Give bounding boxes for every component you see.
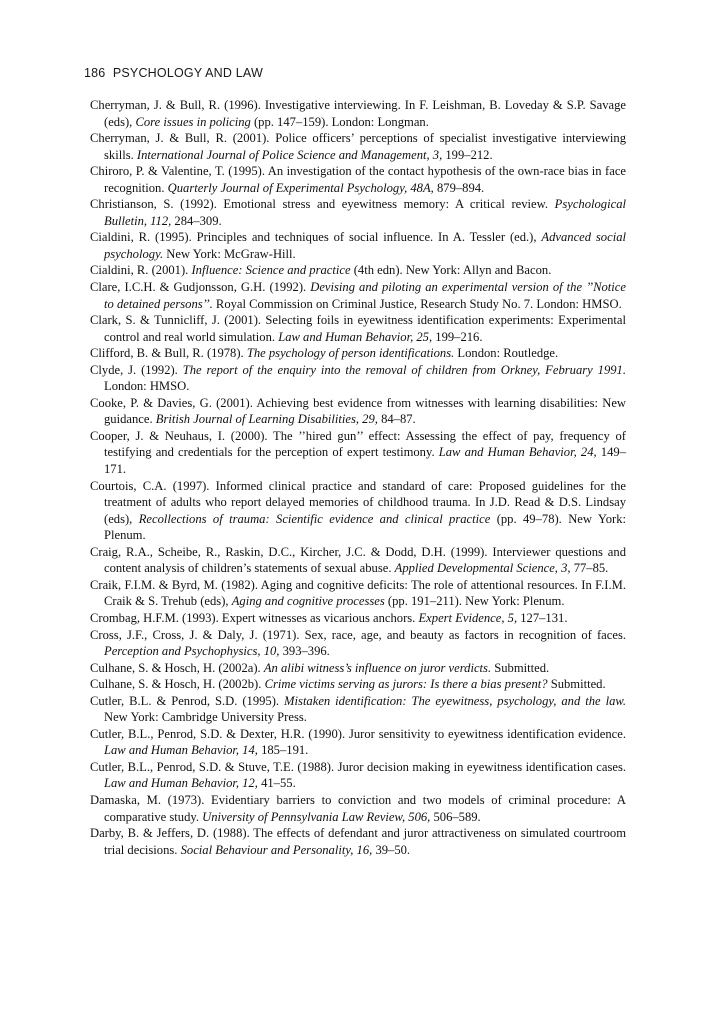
reference-entry: Chiroro, P. & Valentine, T. (1995). An investigation of the contact hypothesis of the own-race bias in face recognition. Quarterly Journal of Experimental Psychology, 48A, 879–894. bbox=[90, 164, 626, 195]
reference-entry: Cialdini, R. (2001). Influence: Science and practice (4th edn). New York: Allyn and Bacon. bbox=[90, 263, 552, 278]
reference-entry: Clark, S. & Tunnicliff, J. (2001). Selecting foils in eyewitness identification experiments: Experimental control and real world simulation. Law and Human Behavior, 25, 199–216. bbox=[90, 313, 626, 344]
reference-entry: Cutler, B.L., Penrod, S.D. & Stuve, T.E. (1988). Juror decision making in eyewitness identification cases. Law and Human Behavior, 12, 41–55. bbox=[90, 759, 626, 791]
reference-entry: Culhane, S. & Hosch, H. (2002b). Crime victims serving as jurors: Is there a bias present? Submitted. bbox=[90, 677, 606, 692]
reference-entry: Cherryman, J. & Bull, R. (1996). Investigative interviewing. In F. Leishman, B. Loveday & S.P. Savage (eds), Core issues in policing (pp. 147–159). London: Longman. bbox=[90, 98, 626, 129]
reference-entry: Craik, F.I.M. & Byrd, M. (1982). Aging and cognitive deficits: The role of attentional resources. In F.I.M. Craik & S. Trehub (eds), Aging and cognitive processes (pp. 191–211). New York: Plenum. bbox=[90, 577, 626, 609]
reference-entry: Cooke, P. & Davies, G. (2001). Achieving best evidence from witnesses with learning disabilities: New guidance. British Journal of Learning Disabilities, 29, 84–87. bbox=[90, 395, 626, 427]
reference-entry: Cialdini, R. (1995). Principles and techniques of social influence. In A. Tessler (ed.), Advanced social psychology. New York: McGraw-Hill. bbox=[90, 230, 626, 261]
reference-entry: Courtois, C.A. (1997). Informed clinical practice and standard of care: Proposed guidelines for the treatment of adults who report delayed memories of childhood trauma. In J.D. Read & D.S. Lindsay (eds), Recollections of trauma: Scientific evidence and clinical practice (pp. 49–78). New York: Plenum. bbox=[90, 478, 626, 543]
reference-entry: Cherryman, J. & Bull, R. (2001). Police officers’ perceptions of specialist investigative interviewing skills. International Journal of Police Science and Management, 3, 199–212. bbox=[90, 131, 626, 162]
reference-entry: Craig, R.A., Scheibe, R., Raskin, D.C., Kircher, J.C. & Dodd, D.H. (1999). Interviewer questions and content analysis of children’s statements of sexual abuse. Applied Developmental Science, 3, 77–85. bbox=[90, 544, 626, 576]
reference-entry: Cutler, B.L., Penrod, S.D. & Dexter, H.R. (1990). Juror sensitivity to eyewitness identification evidence. Law and Human Behavior, 14, 185–191. bbox=[90, 726, 626, 758]
reference-entry: Clifford, B. & Bull, R. (1978). The psychology of person identifications. London: Routledge. bbox=[90, 346, 559, 361]
reference-entry: Christianson, S. (1992). Emotional stress and eyewitness memory: A critical review. Psychological Bulletin, 112, 284–309. bbox=[90, 197, 626, 228]
reference-entry: Damaska, M. (1973). Evidentiary barriers to conviction and two models of criminal procedure: A comparative study. University of Pennsylvania Law Review, 506, 506–589. bbox=[90, 792, 626, 824]
reference-entry: Darby, B. & Jeffers, D. (1988). The effects of defendant and juror attractiveness on simulated courtroom trial decisions. Social Behaviour and Personality, 16, 39–50. bbox=[90, 826, 626, 857]
page-number: 186 bbox=[84, 66, 106, 80]
reference-entry: Cutler, B.L. & Penrod, S.D. (1995). Mistaken identification: The eyewitness, psychology, and the law. New York: Cambridge University Press. bbox=[90, 693, 626, 725]
running-header bbox=[84, 66, 263, 80]
reference-list bbox=[90, 97, 626, 858]
reference-entry: Cross, J.F., Cross, J. & Daly, J. (1971). Sex, race, age, and beauty as factors in recognition of faces. Perception and Psychophysics, 10, 393–396. bbox=[90, 627, 626, 659]
reference-entry: Cooper, J. & Neuhaus, I. (2000). The ’’hired gun’’ effect: Assessing the effect of pay, frequency of testifying and credentials for the perception of expert testimony. Law and Human Behavior, 24, 149–171. bbox=[90, 428, 626, 477]
running-title: PSYCHOLOGY AND LAW bbox=[112, 66, 263, 80]
reference-entry: Crombag, H.F.M. (1993). Expert witnesses as vicarious anchors. Expert Evidence, 5, 127–131. bbox=[90, 610, 568, 625]
reference-entry: Clare, I.C.H. & Gudjonsson, G.H. (1992). Devising and piloting an experimental version of the ’’Notice to detained persons’’. Royal Commission on Criminal Justice, Research Study No. 7. London: HMSO. bbox=[90, 280, 626, 311]
reference-entry: Culhane, S. & Hosch, H. (2002a). An alibi witness’s influence on juror verdicts. Submitted. bbox=[90, 660, 550, 675]
reference-entry: Clyde, J. (1992). The report of the enquiry into the removal of children from Orkney, February 1991. London: HMSO. bbox=[90, 362, 626, 394]
